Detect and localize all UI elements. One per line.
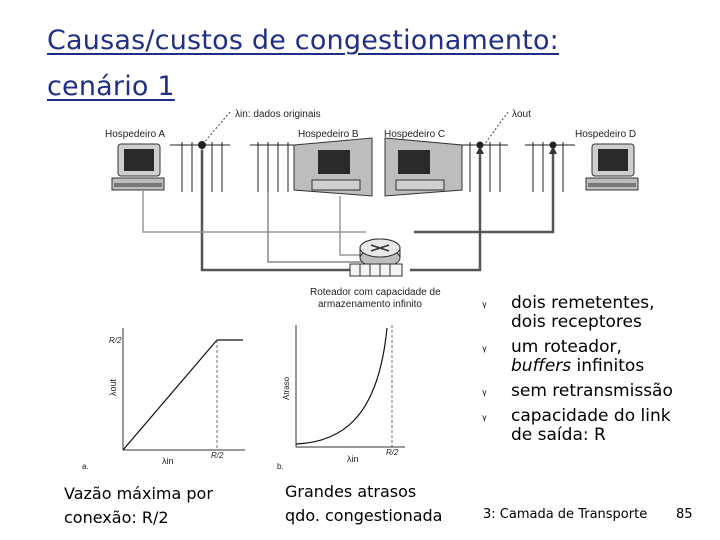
graph-b-y-label: Atraso bbox=[282, 376, 291, 400]
graph-b-panel-letter: b. bbox=[277, 462, 284, 471]
host-a-buffer bbox=[170, 142, 230, 193]
graph-a-throughput-line bbox=[123, 340, 217, 450]
lambda-out-label: λout bbox=[512, 109, 531, 120]
caption-left-line1: Vazão máxima por bbox=[64, 484, 213, 503]
bullet-item bbox=[480, 338, 710, 376]
flow-arrow-d bbox=[549, 146, 557, 154]
footer-chapter: 3: Camada de Transporte bbox=[483, 507, 648, 522]
host-b-label: Hospedeiro B bbox=[298, 129, 359, 140]
host-c-computer-icon bbox=[385, 138, 462, 196]
caption-middle bbox=[285, 480, 442, 528]
page-number: 85 bbox=[676, 507, 693, 522]
bullet-text-line2: dois receptores bbox=[511, 312, 642, 332]
graph-a-y-label: λout bbox=[108, 378, 118, 396]
router-icon bbox=[360, 239, 400, 267]
bullet-text: um roteador, bbox=[511, 337, 622, 357]
lambda-out-pointer bbox=[484, 112, 508, 145]
router-caption-line2: armazenamento infinito bbox=[318, 299, 422, 310]
lambda-in-pointer bbox=[202, 112, 230, 145]
bullet-marker: γ bbox=[482, 388, 487, 397]
router-caption-line1: Roteador com capacidade de bbox=[310, 287, 441, 298]
host-b-buffer bbox=[250, 142, 294, 192]
router-buffer bbox=[350, 264, 402, 276]
caption-middle-line2: qdo. congestionada bbox=[285, 506, 443, 525]
graph-a-y-tick: R/2 bbox=[109, 336, 122, 345]
host-b-computer-icon bbox=[294, 138, 372, 196]
bullet-text: dois remetentes, bbox=[511, 293, 655, 313]
caption-left bbox=[64, 482, 213, 530]
bullet-marker: γ bbox=[482, 344, 487, 353]
host-a-label: Hospedeiro A bbox=[105, 129, 166, 140]
caption-middle-line1: Grandes atrasos bbox=[285, 482, 417, 501]
lambda-in-label: λin: dados originais bbox=[235, 109, 321, 120]
bullet-text-line2: infinitos bbox=[571, 356, 645, 376]
bullet-item bbox=[480, 407, 710, 445]
bullet-text-line2: de saída: R bbox=[511, 425, 606, 445]
host-a-computer-icon bbox=[112, 144, 164, 190]
host-d-label: Hospedeiro D bbox=[575, 129, 637, 140]
graph-a bbox=[82, 328, 245, 471]
graph-a-x-tick: R/2 bbox=[211, 451, 224, 460]
graph-b-x-tick: R/2 bbox=[386, 448, 399, 457]
bullet-list bbox=[480, 294, 710, 451]
graph-a-panel-letter: a. bbox=[82, 462, 89, 471]
graph-b-delay-curve bbox=[296, 328, 387, 444]
bullet-marker: γ bbox=[482, 413, 487, 422]
graph-a-x-label: λin bbox=[162, 456, 174, 466]
caption-left-line2: conexão: R/2 bbox=[64, 508, 169, 527]
host-c-buffer bbox=[462, 142, 508, 192]
host-d-buffer bbox=[525, 142, 575, 192]
graph-b-x-label: λin bbox=[347, 454, 359, 464]
bullet-text: capacidade do link bbox=[511, 406, 671, 426]
bullet-text: sem retransmissão bbox=[511, 381, 673, 401]
flow-arrow-c bbox=[476, 146, 484, 154]
slide-title: Causas/custos de congestionamento: cenário 1 bbox=[47, 25, 559, 102]
graph-b bbox=[277, 325, 405, 471]
bullet-item bbox=[480, 294, 710, 332]
bullet-item bbox=[480, 382, 710, 401]
bullet-text-emphasis: buffers bbox=[511, 356, 572, 376]
bullet-marker: γ bbox=[482, 300, 487, 309]
host-c-label: Hospedeiro C bbox=[384, 129, 446, 140]
host-d-computer-icon bbox=[586, 144, 638, 190]
